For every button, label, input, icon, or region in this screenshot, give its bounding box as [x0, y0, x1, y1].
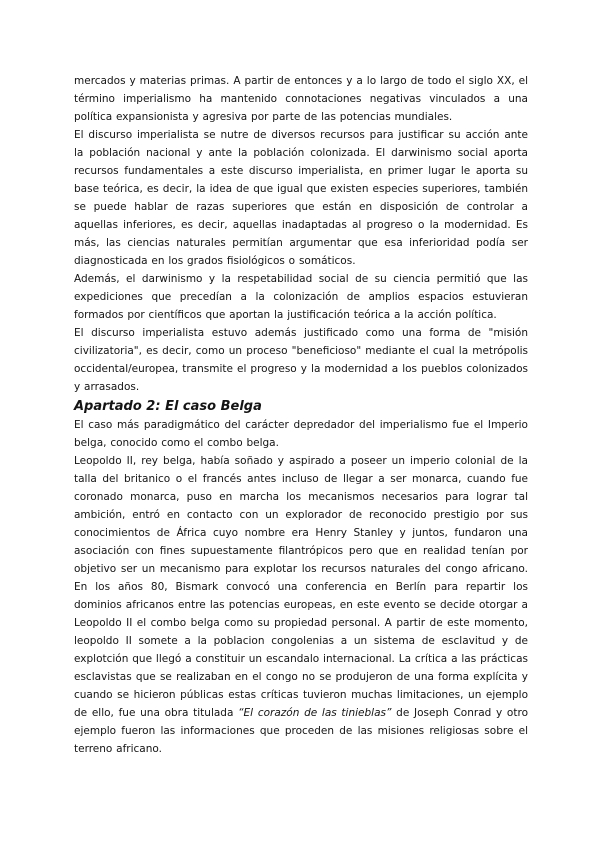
- paragraph-markets: mercados y materias primas. A partir de entonces y a lo largo de todo el siglo XX, el término imperialismo ha mantenido connotaciones negativas vinculados a una política expansionista y agresiva por parte de las potencias mundiales.: [74, 75, 528, 123]
- paragraph-darwinism-respectability: Además, el darwinismo y la respetabilidad social de su ciencia permitió que las expediciones que precedían a la colonización de amplios espacios estuvieran formados por científicos que aportan la justificación teórica a la acción política.: [74, 273, 528, 321]
- paragraph-imperialist-discourse: El discurso imperialista se nutre de diversos recursos para justificar su acción ante la población nacional y ante la población colonizada. El darwinismo social aporta recursos fundamentales a este discurso imperialista, en primer lugar le aporta su base teórica, es decir, la idea de que igual que existen especies superiores, también se puede hablar de razas superiores que están en disposición de controlar a aquellas inferiores, es decir, aquellas inadaptadas al progreso o la modernidad. Es más, las ciencias naturales permitían argumentar que esa inferioridad podía ser diagnosticada en los grados fisiológicos o somáticos.: [74, 129, 528, 267]
- paragraph-leopold: [74, 452, 528, 758]
- leopold-text-before: Leopoldo II, rey belga, había soñado y aspirado a poseer un imperio colonial de la talla del britanico o el francés antes incluso de llegar a ser monarca, cuando fue coronado monarca, puso en marcha los mecanismos necesarios para lograr tal ambición, entró en contacto con un explorador de reconocido prestigio por sus conocimientos de África cuyo nombre era Henry Stanley y juntos, fundaron una asociación con fines supuestamente filantrópicos pero que en realidad tenían por objetivo ser un mecanismo para explotar los recursos naturales del congo africano. En los años 80, Bismark convocó una conferencia en Berlín para repartir los dominios africanos entre las potencias europeas, en este evento se decide otorgar a Leopoldo II el combo belga como su propiedad personal. A partir de este momento, leopoldo II somete a la poblacion congolenias a un sistema de esclavitud y de explotción que llegó a constituir un escandalo internacional. La crítica a las prácticas esclavistas que se realizaban en el congo no se produjeron de una forma explícita y cuando se hicieron públicas estas críticas tuvieron muchas limitaciones, un ejemplo de ello, fue una obra titulada: [74, 455, 528, 719]
- paragraph-belgian-intro: El caso más paradigmático del carácter depredador del imperialismo fue el Imperio belga, conocido como el combo belga.: [74, 419, 528, 449]
- document-page: [74, 72, 528, 758]
- book-title: “El corazón de las tinieblas”: [238, 707, 392, 719]
- paragraph-civilizing-mission: El discurso imperialista estuvo además justificado como una forma de "misión civilizatoria", es decir, como un proceso "beneficioso" mediante el cual la metrópolis occidental/europea, transmite el progreso y la modernidad a los pueblos colonizados y arrasados.: [74, 327, 528, 393]
- leopold-text-after: de Joseph Conrad y otro ejemplo fueron las informaciones que proceden de las misiones religiosas sobre el terreno africano.: [74, 707, 528, 755]
- section-heading: Apartado 2: El caso Belga: [74, 399, 262, 414]
